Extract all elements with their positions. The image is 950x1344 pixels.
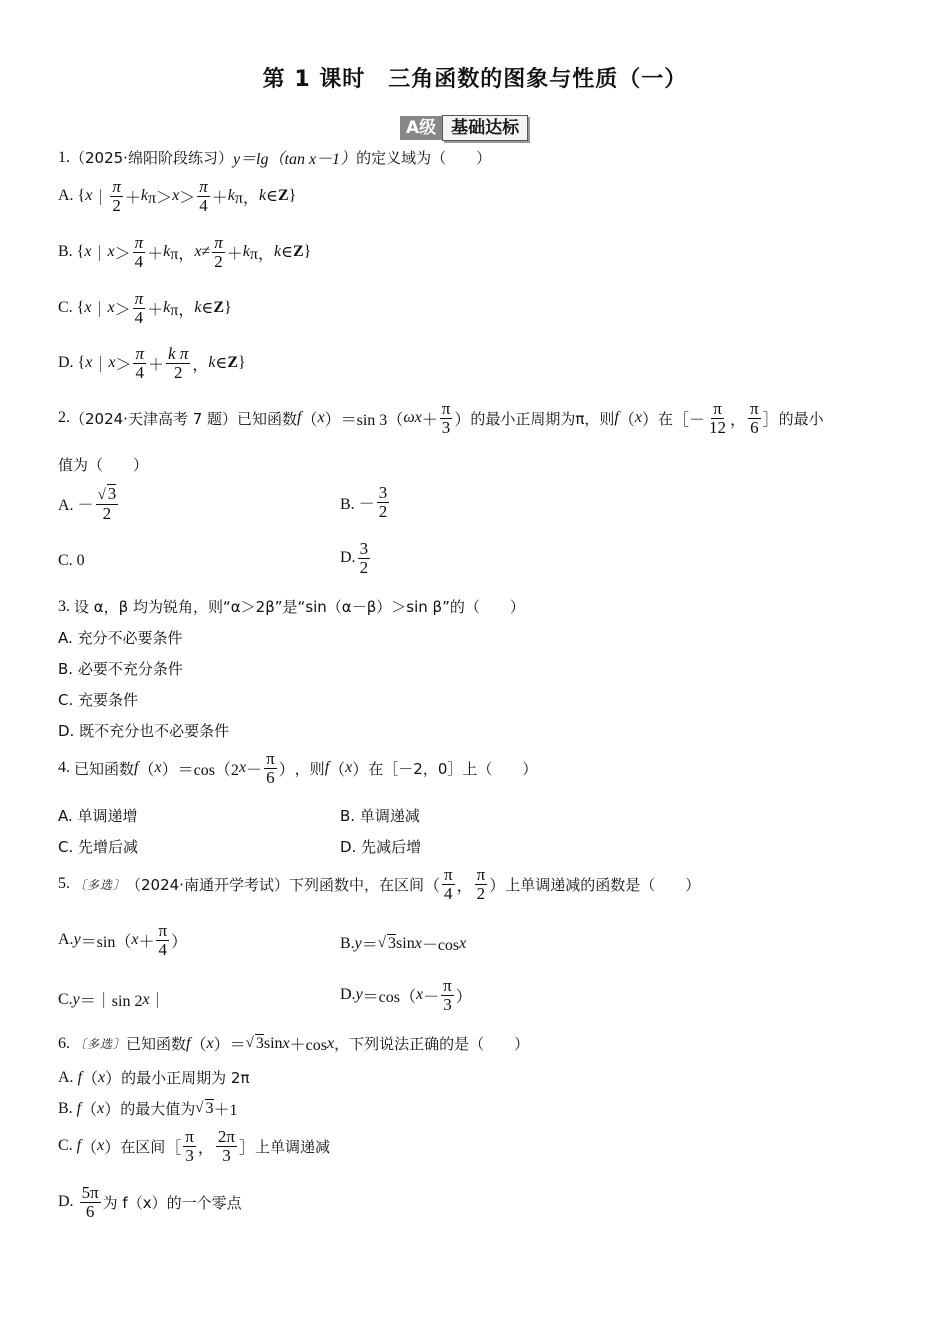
q4-option-b[interactable]: B. 单调递减 — [340, 807, 420, 825]
q6-option-d[interactable]: D. $\frac{5\pi}{6}$ 为 f（x）的一个零点 — [58, 1183, 242, 1221]
question-stem-text: 设 α，β 均为锐角，则“α＞2β”是“sin（α－β）＞sin β”的（ ） — [74, 598, 525, 616]
page-title: 第 1 课时 三角函数的图象与性质（一） — [262, 67, 688, 92]
question-source: （2025·绵阳阶段练习） — [70, 149, 233, 167]
q5-option-c[interactable]: C. y ＝｜sin 2 x ｜ — [58, 990, 166, 1010]
question-2-stem: 2. （2024·天津高考 7 题） 已知函数 f （ x ）＝sin 3（ ωx ＋ $\frac{\pi}{3}$ ） 的最小正周期为π，则 f （ x ） 在 ［－ $\frac{\pi}{12}$ ， $\frac{\pi}{6}$ ］ 的最小 — [58, 399, 824, 437]
question-source: （2024·南通开学考试） — [126, 875, 289, 894]
question-stem-text: ，则 — [294, 759, 325, 778]
q5-option-a[interactable]: A. y ＝sin（ x ＋ $\frac{\pi}{4}$ ） — [58, 921, 188, 959]
question-stem-text: 的最小正周期为π，则 — [470, 409, 615, 428]
q3-option-b[interactable]: B. 必要不充分条件 — [58, 660, 183, 678]
q4-option-c[interactable]: C. 先增后减 — [58, 838, 139, 856]
q2-option-a[interactable]: A. － $\frac{√ 3}{2}$ — [58, 484, 117, 523]
q5-option-d[interactable]: D. y ＝cos（ x － $\frac{\pi}{3}$ ） — [340, 976, 472, 1014]
question-4-stem: 4. 已知函数 f （ x ）＝cos（2 x － $\frac{\pi}{6}$ ） ，则 f （ x ） 在［－2，0］上（ ） — [58, 749, 538, 787]
question-stem-text: 已知函数 — [237, 409, 298, 428]
q3-option-a[interactable]: A. 充分不必要条件 — [58, 629, 183, 647]
question-number: 4. — [58, 759, 70, 777]
q6-option-b[interactable]: B. f （ x ） 的最大值为 √ 3 ＋1 — [58, 1099, 238, 1119]
q1-option-d[interactable]: D. { x ｜ x ＞ $\frac{\pi}{4}$ ＋ $\frac{\text{k π}}{2}$ ， k ∈ Z } — [58, 344, 246, 382]
q5-option-b[interactable]: B. y ＝ √ 3 sin x －cos x — [340, 934, 467, 954]
question-number: 1. — [58, 148, 70, 166]
question-stem-text: 下列函数中，在区间 — [288, 875, 424, 894]
question-stem-text: 在［－2，0］上（ ） — [368, 759, 538, 778]
question-stem-text: 的最小 — [778, 409, 824, 428]
option-text: 上单调递减 — [255, 1137, 331, 1156]
question-stem-text: 在 — [657, 409, 673, 428]
q3-option-d[interactable]: D. 既不充分也不必要条件 — [58, 722, 230, 740]
q4-option-d[interactable]: D. 先减后增 — [340, 838, 422, 856]
option-text: 为 f（x）的一个零点 — [102, 1193, 242, 1212]
question-number: 6. — [58, 1034, 70, 1052]
question-stem-text: ，下列说法正确的是（ ） — [334, 1035, 530, 1053]
question-formula: y＝lg（tan x－1） — [232, 151, 357, 168]
question-6-stem: 6. 〔多选〕 已知函数 f （ x ）＝ √ 3 sin x ＋cos x ，下列说法正确的是（ ） — [58, 1034, 530, 1054]
question-2-stem-cont: 值为（ ） — [58, 456, 149, 474]
question-3-stem — [58, 596, 525, 617]
q1-option-a[interactable]: A. { x ｜ $\frac{\pi}{2}$ ＋ k π＞ x ＞ $\frac{\pi}{4}$ ＋ k π， k ∈ Z } — [58, 177, 297, 215]
q2-option-b[interactable]: B. － $\frac{3}{2}$ — [340, 483, 388, 521]
option-text: 的最大值为 — [120, 1100, 196, 1118]
question-stem-text: 上单调递减的函数是（ ） — [505, 875, 701, 894]
option-text: 的最小正周期为 2π — [121, 1069, 250, 1087]
question-1-stem — [58, 146, 491, 169]
q3-option-c[interactable]: C. 充要条件 — [58, 691, 139, 709]
question-stem-text: 的定义域为（ ） — [356, 149, 492, 167]
question-stem-text: 已知函数 — [74, 759, 135, 778]
level-grade: A级 — [400, 116, 442, 140]
question-number: 3. — [58, 597, 70, 615]
q2-option-c[interactable]: C. 0 — [58, 552, 85, 569]
q4-option-a[interactable]: A. 单调递增 — [58, 807, 138, 825]
question-number: 2. — [58, 409, 70, 427]
q6-option-c[interactable]: C. f （ x ） 在区间 ［ $\frac{\pi}{3}$ ， $\frac{2\pi}{3}$ ］ 上单调递减 — [58, 1127, 331, 1165]
level-badge — [400, 114, 528, 142]
question-number: 5. — [58, 875, 70, 893]
q2-option-d[interactable]: D. $\frac{3}{2}$ — [340, 539, 369, 577]
q1-option-b[interactable]: B. { x ｜ x ＞ $\frac{\pi}{4}$ ＋ k π， x ≠ $\frac{\pi}{2}$ ＋ k π， k ∈ Z } — [58, 233, 312, 271]
level-label: 基础达标 — [442, 115, 528, 141]
multi-select-tag: 〔多选〕 — [74, 877, 127, 892]
q6-option-a[interactable]: A. f （ x ） 的最小正周期为 2π — [58, 1068, 250, 1088]
question-5-stem: 5. 〔多选〕 （2024·南通开学考试） 下列函数中，在区间 （ $\frac{\pi}{4}$ ， $\frac{\pi}{2}$ ） 上单调递减的函数是（ ） — [58, 865, 701, 903]
q1-option-c[interactable]: C. { x ｜ x ＞ $\frac{\pi}{4}$ ＋ k π， k ∈ Z } — [58, 289, 232, 327]
multi-select-tag: 〔多选〕 — [74, 1037, 127, 1051]
question-stem-text: 已知函数 — [126, 1035, 187, 1053]
question-source: （2024·天津高考 7 题） — [70, 409, 238, 428]
option-text: 在区间 — [120, 1137, 166, 1156]
